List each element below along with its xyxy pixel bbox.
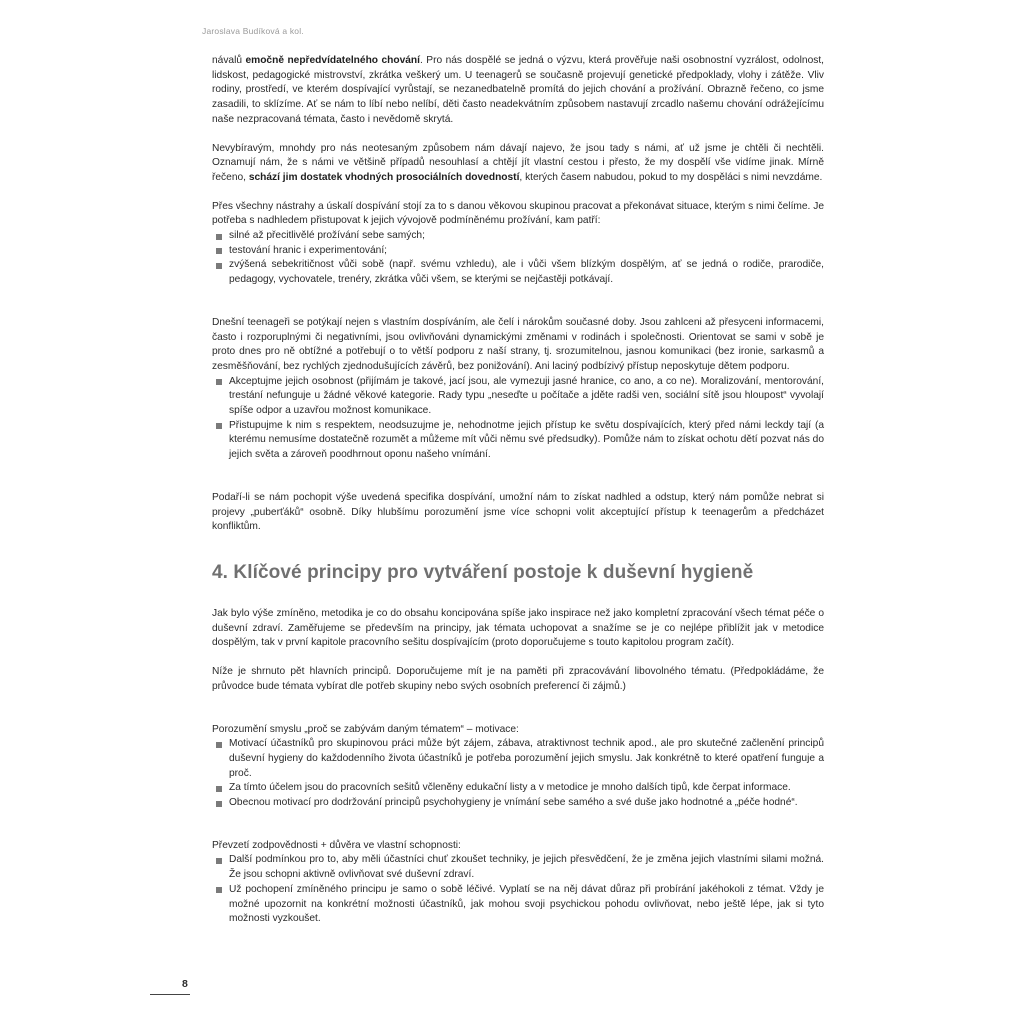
section-heading: 4. Klíčové principy pro vytváření postoje k duševní hygieně — [212, 561, 754, 583]
running-header: Jaroslava Budíková a kol. — [202, 26, 304, 36]
principle-responsibility-title: Převzetí zodpovědnosti + důvěra ve vlastní schopnosti: — [212, 839, 461, 851]
paragraph-modern-teenagers: Dnešní teenageři se potýkají nejen s vlastním dospíváním, ale čelí i nárokům současné doby. Jsou zahlceni až přesyceni informacemi, často i rozporuplnými či negativními, jsou ovlivňováni dynamickými změnami v rodinách i společnosti. Orientovat se sami v sobě je proto dnes pro ně obtížné a potřebují o to větší podporu z naší strany, tj. srozumitelnou, jasnou komunikaci (bez ironie, sarkasmů a zesměšňování, bez rychlých zjednodušujících závěrů, bez ponižování). Ani laciný podbízivý přístup neposkytuje dětem podporu. — [212, 316, 824, 372]
footer-rule — [150, 994, 190, 995]
bold-phrase: schází jim dostatek vhodných prosociálních dovedností — [248, 171, 520, 183]
paragraph-adolescence-intro: Přes všechny nástrahy a úskalí dospívání stojí za to s danou věkovou skupinou pracovat a překonávat situace, kterým s nimi čelíme. Je potřeba s nadhledem přistupovat k jejich vývojově podmíněnému prožívání, kam patří: — [212, 200, 824, 227]
list-item: Přistupujme k nim s respektem, neodsuzujme je, nehodnotme jejich přístup ke světu dospívajících, který před námi leckdy tají (a kterému nemusíme dostatečně rozumět a můžeme mít vůči němu své předsudky). Pomůže nám to získat ochotu dětí pozvat nás do jejich světa a zároveň poodhrnout oponu našeho vnímání. — [212, 419, 824, 463]
principle-motivation-title: Porozumění smyslu „proč se zabývám daným tématem“ – motivace: — [212, 723, 519, 735]
bullet-list-adolescence — [212, 229, 824, 288]
paragraph-emotional-behavior: návalů emočně nepředvídatelného chování. Pro nás dospělé se jedná o výzvu, která prověřuje naši osobnostní vyzrálost, odolnost, lidskost, pedagogické mistrovství, zkrátka veškerý um. U teenagerů se současně projevují genetické předpoklady, vlohy i zátěže. Vliv rodiny, prostředí, ve kterém dospívající vyrůstají, se nezanedbatelně promítá do jejich chování a prožívání. Obrazně řečeno, co jsme zasadili, to sklízíme. Ať se nám to líbí nebo nelíbí, děti často neadekvátním způsobem nastavují zrcadlo našemu chování odrážejícímu naše nezpracovaná témata, často i nevědomě skrytá. — [212, 55, 824, 125]
bullet-list-motivation — [212, 737, 824, 811]
bullet-list-responsibility — [212, 853, 824, 927]
paragraph-methodology: Jak bylo výše zmíněno, metodika je co do obsahu koncipována spíše jako inspirace než jako kompletní zpracování všech témat péče o duševní zdraví. Zaměřujeme se především na principy, jak témata uchopovat a snažíme se je co nejlépe přiblížit jak v metodice dospělým, tak v první kapitole pracovního sešitu dospívajícím (proto doporučujeme s touto kapitolou program začít). — [212, 607, 824, 649]
paragraph-understanding: Podaří-li se nám pochopit výše uvedená specifika dospívání, umožní nám to získat nadhled a odstup, který nám pomůže nebrat si projevy „puberťáků“ osobně. Díky hlubšímu porozumění jsme více schopni volit akceptující přístup k teenagerům a předcházet konfliktům. — [212, 491, 824, 533]
paragraph-prosocial-skills: Nevybíravým, mnohdy pro nás neotesaným způsobem nám dávají najevo, že jsou tady s námi, ať už jsme je chtěli či nechtěli. Oznamují nám, že s námi ve většině případů nesouhlasí a chtějí jít vlastní cestou i přesto, že my dospělí vše vidíme jinak. Mírně řečeno, schází jim dostatek vhodných prosociálních dovedností, kterých časem nabudou, pokud to my dospěláci s nimi nevzdáme. — [212, 142, 824, 183]
list-item: Motivací účastníků pro skupinovou práci může být zájem, zábava, atraktivnost technik apod., ale pro skutečné začlenění principů duševní hygieny do každodenního života účastníků je potřeba porozumění jejich smyslu. Jak konkrétně to které opatření funguje a proč. — [212, 737, 824, 781]
list-item: Obecnou motivací pro dodržování principů psychohygieny je vnímání sebe samého a své duše jako hodnotné a „péče hodné“. — [212, 796, 824, 811]
list-item: zvýšená sebekritičnost vůči sobě (např. svému vzhledu), ale i vůči všem blízkým dospělým, ať se jedná o rodiče, prarodiče, pedagogy, vychovatele, trenéry, zkrátka vůči všem, se kterými se nejčastěji potkávají. — [212, 258, 824, 287]
list-item: testování hranic i experimentování; — [212, 244, 824, 259]
list-item: Akceptujme jejich osobnost (přijímám je takové, jací jsou, ale vymezuji jasné hranice, co ano, a co ne). Moralizování, mentorování, trestání nefunguje u žádné věkové kategorie. Rady typu „neseďte u počítače a jděte radši ven, sociální sítě jsou hloupost“ vyvolají spíše odpor a uzavřou možnost komunikace. — [212, 375, 824, 419]
paragraph-five-principles: Níže je shrnuto pět hlavních principů. Doporučujeme mít je na paměti při zpracovávání libovolného tématu. (Předpokládáme, že průvodce bude témata vybírat dle potřeb skupiny nebo svých osobních preferencí či zájmů.) — [212, 666, 824, 692]
body-text — [212, 54, 824, 927]
bold-phrase: emočně nepředvídatelného chování — [245, 55, 420, 66]
page-number: 8 — [182, 978, 188, 990]
list-item: silné až přecitlivělé prožívání sebe samých; — [212, 229, 824, 244]
list-item: Už pochopení zmíněného principu je samo o sobě léčivé. Vyplatí se na něj dávat důraz při probírání jakéhokoli z témat. Vždy je možné upozornit na konkrétní možnosti účastníků, jak mohou svoji psychickou pohodu ovlivňovat, nebo ještě lépe, jak si tyto možnosti vyzkoušet. — [212, 883, 824, 927]
bullet-list-support — [212, 375, 824, 463]
list-item: Další podmínkou pro to, aby měli účastníci chuť zkoušet techniky, je jejich přesvědčení, že je změna jejich vlastními silami možná. Že jsou schopni aktivně ovlivňovat své duševní zdraví. — [212, 853, 824, 882]
list-item: Za tímto účelem jsou do pracovních sešitů včleněny edukační listy a v metodice je mnoho dalších tipů, kde čerpat informace. — [212, 781, 824, 796]
